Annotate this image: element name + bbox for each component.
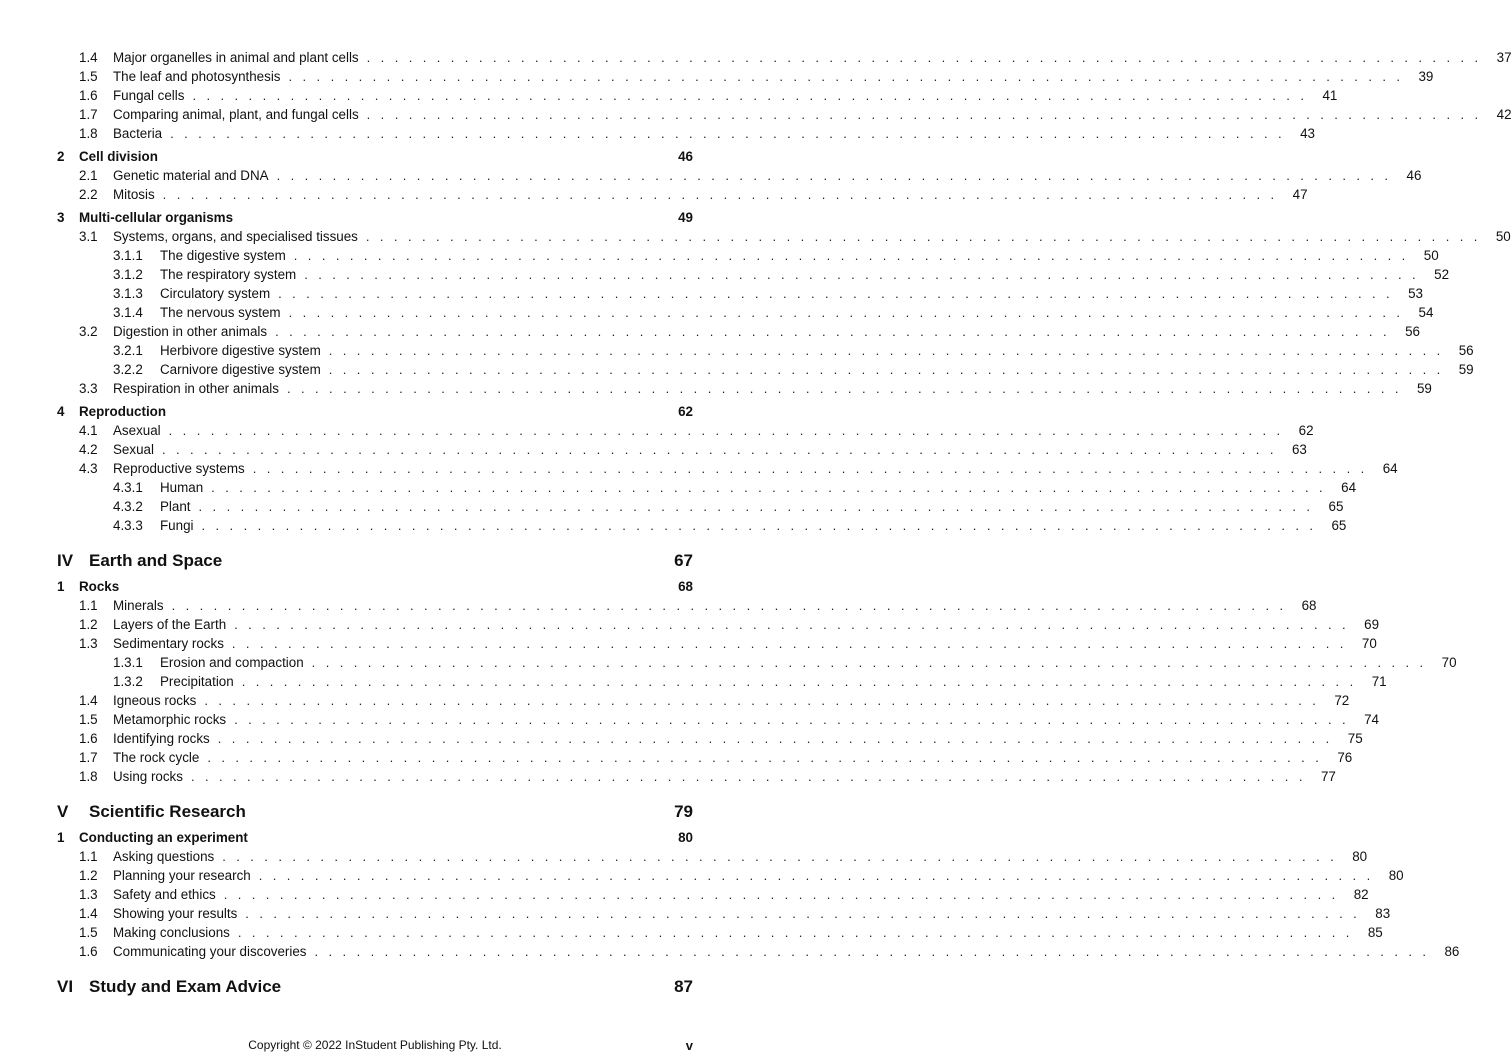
toc-entry-page: 77	[1320, 769, 1336, 784]
toc-entry-title: Asexual	[113, 423, 161, 438]
toc-entry-subsection	[0, 674, 1387, 693]
toc-entry-title: The nervous system	[160, 305, 281, 320]
toc-entry-number: 1.8	[79, 769, 98, 784]
dot-leader: . . . . . . . . . . . . . . . . . . . . . . . . . . . . . . . . . . . . . . . . . . . . . . . . . . . . . . . . . . . . . . . . . . . . . . . . . . . . . . . .	[293, 248, 1409, 263]
toc-entry-title: Earth and Space	[89, 551, 223, 570]
toc-entry-page: 80	[1352, 849, 1368, 864]
toc-entry-title: Erosion and compaction	[160, 655, 304, 670]
toc-entry-number: 1	[57, 579, 65, 594]
toc-entry-number: VI	[57, 977, 74, 996]
toc-entry-page: 65	[1328, 499, 1344, 514]
toc-entry-title: Circulatory system	[160, 286, 271, 301]
toc-entry-page: 64	[1382, 461, 1398, 476]
toc-entry-title: The respiratory system	[160, 267, 297, 282]
toc-entry-number: 4.1	[79, 423, 98, 438]
toc-entry-number: 1.5	[79, 712, 98, 727]
toc-entry-section	[0, 423, 1314, 442]
toc-entry-page: 59	[1458, 362, 1474, 377]
toc-entry-section	[0, 50, 1512, 69]
dot-leader: . . . . . . . . . . . . . . . . . . . . . . . . . . . . . . . . . . . . . . . . . . . . . . . . . . . . . . . . . . . . . . . . . . . . . . . . . . . . . . . .	[314, 944, 1430, 959]
toc-entry-number: 1.3.2	[113, 674, 143, 689]
dot-leader: . . . . . . . . . . . . . . . . . . . . . . . . . . . . . . . . . . . . . . . . . . . . . . . . . . . . . . . . . . . . . . . . . . . . . . . . . . . . . . . .	[162, 187, 1278, 202]
toc-entry-page: 76	[1337, 750, 1353, 765]
toc-entry-title: Comparing animal, plant, and fungal cells	[113, 107, 359, 122]
toc-entry-subsection	[0, 480, 1357, 499]
toc-entry-title: Carnivore digestive system	[160, 362, 321, 377]
toc-entry-title: Fungi	[160, 518, 194, 533]
toc-entry-title: Safety and ethics	[113, 887, 216, 902]
toc-entry-number: 3.1.2	[113, 267, 143, 282]
toc-entry-number: 1.7	[79, 107, 98, 122]
toc-entry-title: Sedimentary rocks	[113, 636, 224, 651]
dot-leader: . . . . . . . . . . . . . . . . . . . . . . . . . . . . . . . . . . . . . . . . . . . . . . . . . . . . . . . . . . . . . . . . . . . . . . . . . . . . . . . .	[171, 598, 1287, 613]
toc-entry-title: Using rocks	[113, 769, 183, 784]
toc-entry-section	[0, 88, 1338, 107]
dot-leader: . . . . . . . . . . . . . . . . . . . . . . . . . . . . . . . . . . . . . . . . . . . . . . . . . . . . . . . . . . . . . . . . . . . . . . . . . . . . . . . .	[328, 343, 1444, 358]
dot-leader: . . . . . . . . . . . . . . . . . . . . . . . . . . . . . . . . . . . . . . . . . . . . . . . . . . . . . . . . . . . . . . . . . . . . . . . . . . . . . . . .	[192, 88, 1308, 103]
toc-entry-title: Layers of the Earth	[113, 617, 227, 632]
toc-entry-page: 53	[1408, 286, 1424, 301]
toc-entry-title: The rock cycle	[113, 750, 200, 765]
toc-entry-number: 3.1.4	[113, 305, 143, 320]
toc-entry-subsection	[0, 499, 1344, 518]
toc-entry-section	[0, 107, 1512, 126]
toc-entry-number: 1.3	[79, 887, 98, 902]
toc-entry-number: 2.1	[79, 168, 98, 183]
dot-leader: . . . . . . . . . . . . . . . . . . . . . . . . . . . . . . . . . . . . . . . . . . . . . . . . . . . . . . . . . . . . . . . . . . . . . . . . . . . . . . . .	[278, 286, 1394, 301]
toc-entry-title: Cell division	[79, 149, 158, 164]
copyright-notice: Copyright © 2022 InStudent Publishing Pty. Ltd.	[248, 1038, 502, 1052]
toc-entry-subsection	[0, 286, 1424, 305]
toc-entry-section	[0, 712, 1379, 731]
toc-entry-page: 75	[1347, 731, 1363, 746]
toc-entry-page: 62	[678, 404, 693, 419]
toc-entry-section	[0, 868, 1404, 887]
page-footer	[0, 1038, 750, 1054]
toc-entry-page: 70	[1441, 655, 1457, 670]
toc-entry-title: Reproductive systems	[113, 461, 245, 476]
dot-leader: . . . . . . . . . . . . . . . . . . . . . . . . . . . . . . . . . . . . . . . . . . . . . . . . . . . . . . . . . . . . . . . . . . . . . . . . . . . . . . . .	[241, 674, 1357, 689]
toc-entry-page: 80	[678, 830, 693, 845]
toc-entry-number: 4.3.1	[113, 480, 143, 495]
toc-entry-title: Digestion in other animals	[113, 324, 268, 339]
toc-entry-title: Showing your results	[113, 906, 238, 921]
toc-entry-number: 1.2	[79, 617, 98, 632]
toc-entry-title: Scientific Research	[89, 802, 246, 821]
toc-entry-page: 43	[1300, 126, 1316, 141]
toc-entry-page: 74	[1364, 712, 1379, 727]
toc-entry-number: 1.4	[79, 693, 98, 708]
toc-entry-number: 1.1	[79, 598, 98, 613]
toc-entry-number: 3.1.1	[113, 248, 143, 263]
toc-entry-section	[0, 693, 1350, 712]
toc-entry-chapter	[0, 210, 750, 229]
dot-leader: . . . . . . . . . . . . . . . . . . . . . . . . . . . . . . . . . . . . . . . . . . . . . . . . . . . . . . . . . . . . . . . . . . . . . . . . . . . . . . . .	[198, 499, 1314, 514]
toc-entry-number: 1	[57, 830, 65, 845]
toc-entry-section	[0, 925, 1383, 944]
toc-entry-page: 67	[674, 551, 693, 570]
page-number: v	[685, 1038, 693, 1053]
toc-entry-part	[0, 551, 750, 575]
dot-leader: . . . . . . . . . . . . . . . . . . . . . . . . . . . . . . . . . . . . . . . . . . . . . . . . . . . . . . . . . . . . . . . . . . . . . . . . . . . . . . . .	[288, 305, 1404, 320]
toc-entry-page: 56	[1405, 324, 1420, 339]
toc-entry-section	[0, 598, 1317, 617]
toc-entry-page: 50	[1423, 248, 1439, 263]
toc-entry-page: 63	[1291, 442, 1307, 457]
toc-entry-page: 83	[1375, 906, 1391, 921]
dot-leader: . . . . . . . . . . . . . . . . . . . . . . . . . . . . . . . . . . . . . . . . . . . . . . . . . . . . . . . . . . . . . . . . . . . . . . . . . . . . . . . .	[366, 107, 1482, 122]
toc-entry-part	[0, 802, 750, 826]
toc-entry-page: 65	[1331, 518, 1347, 533]
toc-entry-subsection	[0, 518, 1347, 537]
toc-entry-number: 4.3	[79, 461, 98, 476]
toc-entry-section	[0, 849, 1368, 868]
toc-entry-number: 4.3.2	[113, 499, 143, 514]
toc-entry-subsection	[0, 655, 1457, 674]
dot-leader: . . . . . . . . . . . . . . . . . . . . . . . . . . . . . . . . . . . . . . . . . . . . . . . . . . . . . . . . . . . . . . . . . . . . . . . . . . . . . . . .	[161, 442, 1277, 457]
toc-entry-number: 1.1	[79, 849, 98, 864]
toc-entry-title: Fungal cells	[113, 88, 185, 103]
toc-entry-page: 46	[678, 149, 693, 164]
dot-leader: . . . . . . . . . . . . . . . . . . . . . . . . . . . . . . . . . . . . . . . . . . . . . . . . . . . . . . . . . . . . . . . . . . . . . . . . . . . . . . . .	[217, 731, 1333, 746]
dot-leader: . . . . . . . . . . . . . . . . . . . . . . . . . . . . . . . . . . . . . . . . . . . . . . . . . . . . . . . . . . . . . . . . . . . . . . . . . . . . . . . .	[311, 655, 1427, 670]
toc-entry-section	[0, 636, 1377, 655]
dot-leader: . . . . . . . . . . . . . . . . . . . . . . . . . . . . . . . . . . . . . . . . . . . . . . . . . . . . . . . . . . . . . . . . . . . . . . . . . . . . . . . .	[288, 69, 1404, 84]
dot-leader: . . . . . . . . . . . . . . . . . . . . . . . . . . . . . . . . . . . . . . . . . . . . . . . . . . . . . . . . . . . . . . . . . . . . . . . . . . . . . . . .	[190, 769, 1306, 784]
toc-entry-title: Identifying rocks	[113, 731, 210, 746]
toc-entry-page: 49	[678, 210, 693, 225]
toc-entry-number: 2.2	[79, 187, 98, 202]
toc-entry-section	[0, 731, 1363, 750]
dot-leader: . . . . . . . . . . . . . . . . . . . . . . . . . . . . . . . . . . . . . . . . . . . . . . . . . . . . . . . . . . . . . . . . . . . . . . . . . . . . . . . .	[211, 480, 1327, 495]
toc-entry-section	[0, 750, 1353, 769]
toc-entry-page: 80	[1388, 868, 1404, 883]
toc-entry-section	[0, 187, 1308, 206]
toc-entry-page: 42	[1496, 107, 1512, 122]
toc-entry-number: V	[57, 802, 69, 821]
toc-entry-page: 79	[674, 802, 693, 821]
dot-leader: . . . . . . . . . . . . . . . . . . . . . . . . . . . . . . . . . . . . . . . . . . . . . . . . . . . . . . . . . . . . . . . . . . . . . . . . . . . . . . . .	[252, 461, 1368, 476]
toc-entry-title: Systems, organs, and specialised tissues	[113, 229, 358, 244]
toc-entry-page: 87	[674, 977, 693, 996]
toc-entry-section	[0, 906, 1391, 925]
toc-entry-chapter	[0, 149, 750, 168]
toc-entry-page: 47	[1292, 187, 1308, 202]
toc-entry-chapter	[0, 404, 750, 423]
dot-leader: . . . . . . . . . . . . . . . . . . . . . . . . . . . . . . . . . . . . . . . . . . . . . . . . . . . . . . . . . . . . . . . . . . . . . . . . . . . . . . . .	[258, 868, 1374, 883]
toc-entry-number: 1.6	[79, 731, 98, 746]
toc-entry-section	[0, 461, 1398, 480]
dot-leader: . . . . . . . . . . . . . . . . . . . . . . . . . . . . . . . . . . . . . . . . . . . . . . . . . . . . . . . . . . . . . . . . . . . . . . . . . . . . . . . .	[365, 229, 1481, 244]
toc-entry-number: 3.2.1	[113, 343, 143, 358]
toc-entry-number: 1.4	[79, 906, 98, 921]
toc-entry-section	[0, 168, 1422, 187]
toc-entry-title: Bacteria	[113, 126, 163, 141]
toc-entry-section	[0, 126, 1316, 145]
toc-entry-number: 1.2	[79, 868, 98, 883]
toc-entry-title: Communicating your discoveries	[113, 944, 307, 959]
toc-entry-section	[0, 324, 1420, 343]
toc-entry-title: Minerals	[113, 598, 164, 613]
dot-leader: . . . . . . . . . . . . . . . . . . . . . . . . . . . . . . . . . . . . . . . . . . . . . . . . . . . . . . . . . . . . . . . . . . . . . . . . . . . . . . . .	[201, 518, 1317, 533]
toc-entry-number: 1.8	[79, 126, 98, 141]
dot-leader: . . . . . . . . . . . . . . . . . . . . . . . . . . . . . . . . . . . . . . . . . . . . . . . . . . . . . . . . . . . . . . . . . . . . . . . . . . . . . . . .	[237, 925, 1353, 940]
dot-leader: . . . . . . . . . . . . . . . . . . . . . . . . . . . . . . . . . . . . . . . . . . . . . . . . . . . . . . . . . . . . . . . . . . . . . . . . . . . . . . . .	[234, 617, 1350, 632]
toc-entry-page: 72	[1334, 693, 1350, 708]
toc-entry-number: 1.5	[79, 925, 98, 940]
toc-entry-number: 1.7	[79, 750, 98, 765]
toc-entry-section	[0, 944, 1460, 963]
toc-entry-section	[0, 769, 1336, 788]
toc-entry-number: 3.2	[79, 324, 98, 339]
toc-entry-title: The leaf and photosynthesis	[113, 69, 281, 84]
toc-entry-section	[0, 617, 1380, 636]
dot-leader: . . . . . . . . . . . . . . . . . . . . . . . . . . . . . . . . . . . . . . . . . . . . . . . . . . . . . . . . . . . . . . . . . . . . . . . . . . . . . . . .	[170, 126, 1286, 141]
toc-entry-title: The digestive system	[160, 248, 286, 263]
toc-entry-number: 4	[57, 404, 65, 419]
toc-entry-title: Respiration in other animals	[113, 381, 279, 396]
toc-entry-section	[0, 69, 1434, 88]
dot-leader: . . . . . . . . . . . . . . . . . . . . . . . . . . . . . . . . . . . . . . . . . . . . . . . . . . . . . . . . . . . . . . . . . . . . . . . . . . . . . . . .	[304, 267, 1420, 282]
toc-entry-number: 3.1	[79, 229, 98, 244]
toc-entry-title: Multi-cellular organisms	[79, 210, 234, 225]
toc-entry-title: Rocks	[79, 579, 120, 594]
dot-leader: . . . . . . . . . . . . . . . . . . . . . . . . . . . . . . . . . . . . . . . . . . . . . . . . . . . . . . . . . . . . . . . . . . . . . . . . . . . . . . . .	[276, 168, 1392, 183]
dot-leader: . . . . . . . . . . . . . . . . . . . . . . . . . . . . . . . . . . . . . . . . . . . . . . . . . . . . . . . . . . . . . . . . . . . . . . . . . . . . . . . .	[366, 50, 1482, 65]
toc-entry-page: 85	[1367, 925, 1383, 940]
toc-entry-page: 59	[1416, 381, 1432, 396]
toc-entry-title: Making conclusions	[113, 925, 230, 940]
toc-entry-chapter	[0, 579, 750, 598]
dot-leader: . . . . . . . . . . . . . . . . . . . . . . . . . . . . . . . . . . . . . . . . . . . . . . . . . . . . . . . . . . . . . . . . . . . . . . . . . . . . . . . .	[168, 423, 1284, 438]
toc-entry-subsection	[0, 343, 1474, 362]
toc-entry-page: 71	[1371, 674, 1387, 689]
toc-entry-title: Reproduction	[79, 404, 167, 419]
toc-entry-number: 1.3.1	[113, 655, 143, 670]
dot-leader: . . . . . . . . . . . . . . . . . . . . . . . . . . . . . . . . . . . . . . . . . . . . . . . . . . . . . . . . . . . . . . . . . . . . . . . . . . . . . . . .	[231, 636, 1347, 651]
toc-entry-section	[0, 887, 1369, 906]
toc-entry-title: Herbivore digestive system	[160, 343, 321, 358]
toc-entry-subsection	[0, 267, 1450, 286]
toc-entry-number: 1.6	[79, 944, 98, 959]
toc-entry-title: Igneous rocks	[113, 693, 197, 708]
toc-entry-page: 86	[1444, 944, 1460, 959]
toc-entry-page: 64	[1341, 480, 1357, 495]
toc-entry-section	[0, 229, 1511, 248]
toc-entry-subsection	[0, 305, 1434, 324]
toc-entry-number: 3.2.2	[113, 362, 143, 377]
toc-entry-title: Human	[160, 480, 204, 495]
toc-entry-number: 1.4	[79, 50, 98, 65]
toc-entry-title: Precipitation	[160, 674, 234, 689]
toc-entry-page: 37	[1496, 50, 1512, 65]
toc-entry-subsection	[0, 248, 1439, 267]
toc-entry-title: Major organelles in animal and plant cells	[113, 50, 359, 65]
toc-entry-number: 1.3	[79, 636, 98, 651]
dot-leader: . . . . . . . . . . . . . . . . . . . . . . . . . . . . . . . . . . . . . . . . . . . . . . . . . . . . . . . . . . . . . . . . . . . . . . . . . . . . . . . .	[275, 324, 1390, 339]
toc-entry-section	[0, 442, 1307, 461]
toc-entry-title: Planning your research	[113, 868, 251, 883]
toc-entry-number: 1.6	[79, 88, 98, 103]
toc-entry-number: 3.3	[79, 381, 98, 396]
toc-entry-number: 4.2	[79, 442, 98, 457]
dot-leader: . . . . . . . . . . . . . . . . . . . . . . . . . . . . . . . . . . . . . . . . . . . . . . . . . . . . . . . . . . . . . . . . . . . . . . . . . . . . . . . .	[223, 887, 1339, 902]
toc-entry-page: 69	[1364, 617, 1380, 632]
dot-leader: . . . . . . . . . . . . . . . . . . . . . . . . . . . . . . . . . . . . . . . . . . . . . . . . . . . . . . . . . . . . . . . . . . . . . . . . . . . . . . . .	[207, 750, 1323, 765]
dot-leader: . . . . . . . . . . . . . . . . . . . . . . . . . . . . . . . . . . . . . . . . . . . . . . . . . . . . . . . . . . . . . . . . . . . . . . . . . . . . . . . .	[204, 693, 1320, 708]
toc-entry-title: Mitosis	[113, 187, 155, 202]
dot-leader: . . . . . . . . . . . . . . . . . . . . . . . . . . . . . . . . . . . . . . . . . . . . . . . . . . . . . . . . . . . . . . . . . . . . . . . . . . . . . . . .	[286, 381, 1402, 396]
toc-entry-page: 68	[1301, 598, 1317, 613]
toc-entry-page: 70	[1361, 636, 1377, 651]
dot-leader: . . . . . . . . . . . . . . . . . . . . . . . . . . . . . . . . . . . . . . . . . . . . . . . . . . . . . . . . . . . . . . . . . . . . . . . . . . . . . . . .	[245, 906, 1361, 921]
toc-entry-page: 52	[1434, 267, 1450, 282]
toc-entry-title: Genetic material and DNA	[113, 168, 269, 183]
dot-leader: . . . . . . . . . . . . . . . . . . . . . . . . . . . . . . . . . . . . . . . . . . . . . . . . . . . . . . . . . . . . . . . . . . . . . . . . . . . . . . . .	[234, 712, 1349, 727]
toc-entry-title: Plant	[160, 499, 191, 514]
toc-entry-page: 41	[1322, 88, 1338, 103]
toc-entry-chapter	[0, 830, 750, 849]
toc-entry-number: 2	[57, 149, 65, 164]
toc-entry-number: 3.1.3	[113, 286, 143, 301]
toc-entry-part	[0, 977, 750, 1001]
toc-entry-number: 3	[57, 210, 65, 225]
toc-entry-page: 39	[1418, 69, 1434, 84]
dot-leader: . . . . . . . . . . . . . . . . . . . . . . . . . . . . . . . . . . . . . . . . . . . . . . . . . . . . . . . . . . . . . . . . . . . . . . . . . . . . . . . .	[222, 849, 1338, 864]
table-of-contents	[0, 50, 1512, 1003]
toc-entry-number: 4.3.3	[113, 518, 143, 533]
toc-entry-number: 1.5	[79, 69, 98, 84]
toc-entry-number: IV	[57, 551, 74, 570]
toc-entry-page: 46	[1406, 168, 1422, 183]
toc-entry-page: 50	[1495, 229, 1511, 244]
toc-entry-section	[0, 381, 1432, 400]
toc-entry-page: 68	[678, 579, 693, 594]
toc-entry-title: Asking questions	[113, 849, 215, 864]
toc-entry-page: 56	[1458, 343, 1474, 358]
toc-entry-page: 54	[1418, 305, 1434, 320]
toc-entry-title: Sexual	[113, 442, 154, 457]
toc-entry-page: 82	[1353, 887, 1369, 902]
toc-entry-page: 62	[1298, 423, 1314, 438]
toc-entry-title: Study and Exam Advice	[89, 977, 282, 996]
toc-entry-subsection	[0, 362, 1474, 381]
toc-entry-title: Conducting an experiment	[79, 830, 248, 845]
dot-leader: . . . . . . . . . . . . . . . . . . . . . . . . . . . . . . . . . . . . . . . . . . . . . . . . . . . . . . . . . . . . . . . . . . . . . . . . . . . . . . . .	[328, 362, 1444, 377]
toc-entry-title: Metamorphic rocks	[113, 712, 227, 727]
